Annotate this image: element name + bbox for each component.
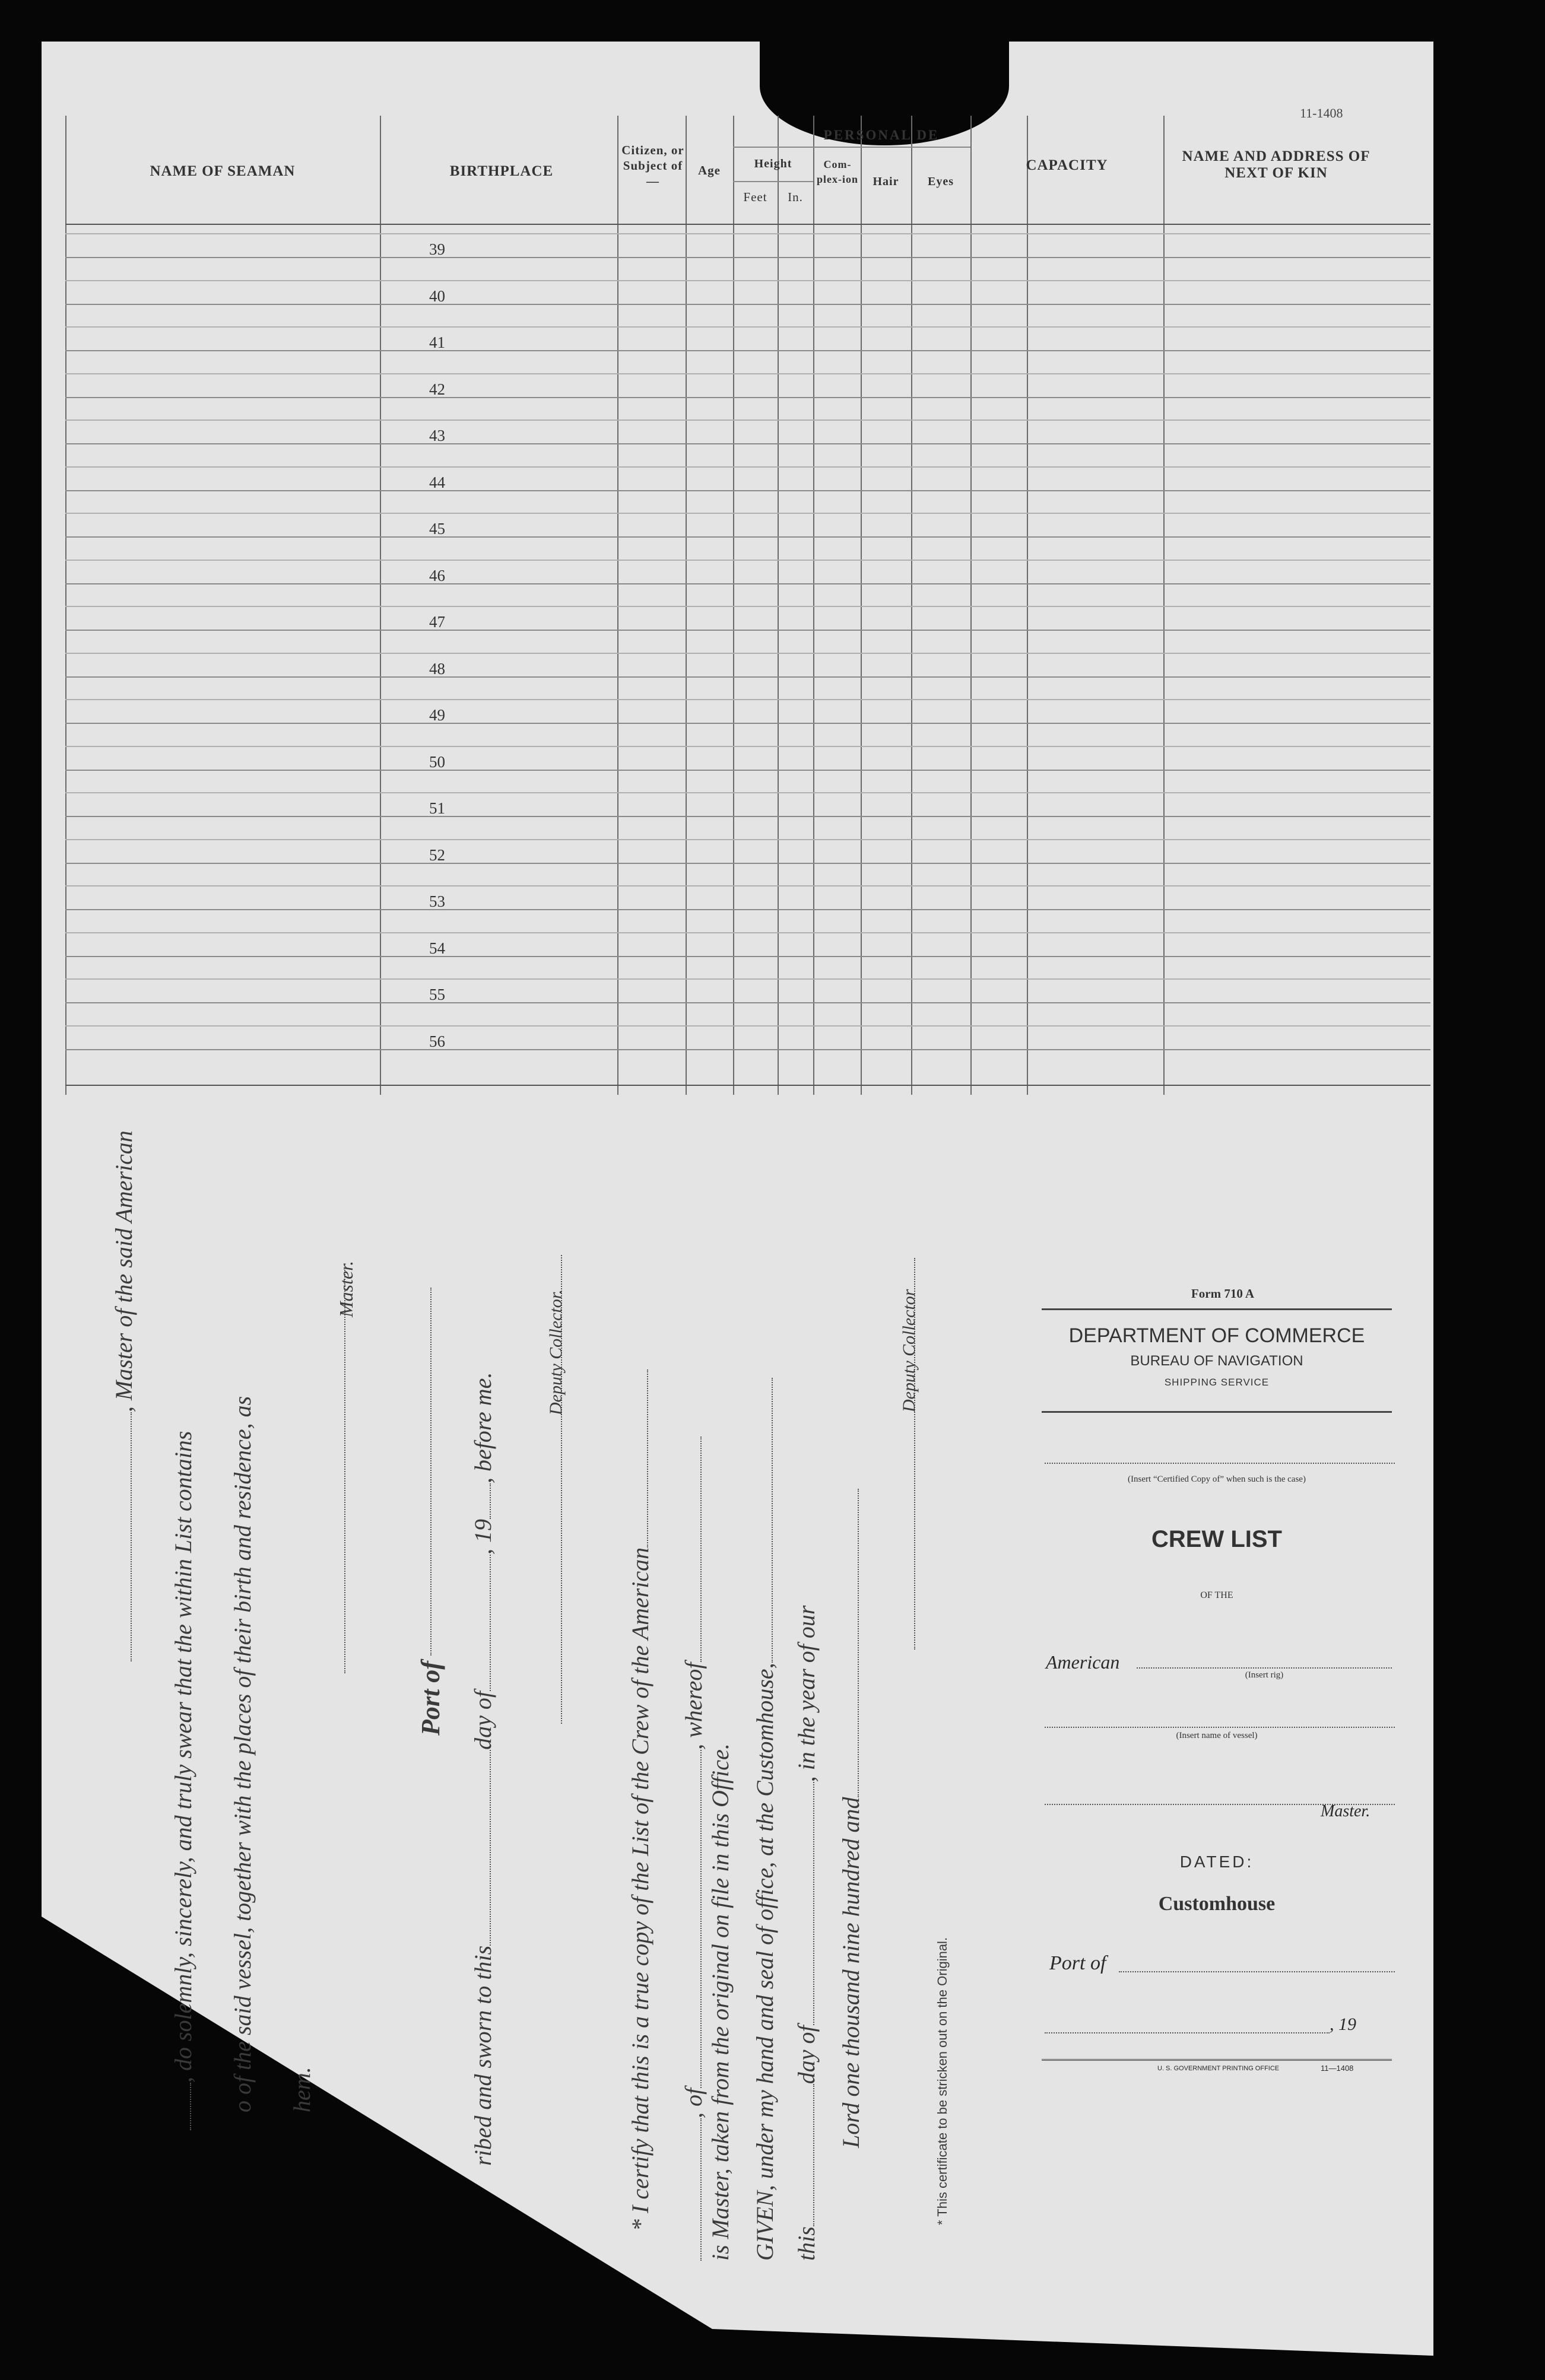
cert-line-1: * I certify that this is a true copy of the List of the Crew of the American: [626, 1369, 654, 2231]
date-line: [1045, 2032, 1330, 2033]
corner-form-number: 11-1408: [1300, 106, 1343, 120]
dated-label: DATED:: [1179, 1852, 1254, 1871]
table-row-subrule: [65, 885, 1430, 886]
cert-line-6: Lord one thousand nine hundred and: [837, 1489, 865, 2148]
shipping-service: SHIPPING SERVICE: [1164, 1377, 1270, 1388]
date-nineteen: , 19: [1330, 2014, 1356, 2034]
row-number: 46: [429, 566, 445, 584]
header-eyes: Eyes: [928, 175, 954, 188]
header-name-of-seaman: NAME OF SEAMAN: [150, 163, 296, 179]
table-row-subrule: [65, 746, 1430, 747]
row-number: 48: [429, 659, 445, 678]
insert-vessel-note: (Insert name of vessel): [1176, 1731, 1258, 1740]
row-number: 50: [429, 752, 445, 771]
vessel-name-line: [1045, 1727, 1395, 1728]
table-row-subrule: [65, 653, 1430, 654]
header-height: Height: [754, 157, 792, 170]
table-row-subrule: [65, 560, 1430, 561]
customhouse-label: Customhouse: [1158, 1893, 1276, 1915]
header-inches: In.: [788, 190, 803, 204]
port-line: [1119, 1971, 1395, 1972]
table-row-subrule: [65, 932, 1430, 933]
row-number: 54: [429, 939, 445, 957]
table-row-rule: [65, 397, 1430, 398]
header-age: Age: [698, 163, 721, 177]
printer-credit: U. S. GOVERNMENT PRINTING OFFICE: [1157, 2065, 1280, 2072]
table-row-subrule: [65, 699, 1430, 700]
row-number: 43: [429, 427, 445, 444]
department-title: DEPARTMENT OF COMMERCE: [1068, 1324, 1365, 1347]
row-number: 40: [429, 287, 445, 305]
table-row-subrule: [65, 1025, 1430, 1027]
row-number: 49: [429, 706, 445, 724]
row-number: 39: [429, 240, 445, 258]
table-row-rule: [65, 956, 1430, 957]
certified-copy-line: [1045, 1463, 1395, 1464]
row-number: 45: [429, 520, 445, 538]
cert-line-4: GIVEN, under my hand and seal of office, at the Customhouse,: [751, 1378, 779, 2261]
master-label: Master.: [1321, 1802, 1370, 1820]
row-number: 52: [429, 846, 445, 864]
table-bottom-rule: [65, 1085, 1430, 1086]
row-number: 41: [429, 333, 445, 351]
row-number: 44: [429, 473, 445, 491]
header-feet: Feet: [743, 190, 767, 204]
crew-list-title: CREW LIST: [1151, 1526, 1282, 1552]
table-row-rule: [65, 676, 1430, 678]
deputy-collector-label-2: Deputy Collector: [899, 1289, 919, 1412]
bureau-title: BUREAU OF NAVIGATION: [1130, 1353, 1303, 1369]
oath-port-line: [410, 1288, 437, 1655]
oath-line-vessel: o of the said vessel, together with the places of their birth and residence, as: [229, 1396, 256, 2112]
header-capacity: CAPACITY: [1026, 157, 1108, 173]
table-row-rule: [65, 816, 1430, 817]
american-label: American: [1046, 1651, 1120, 1673]
table-row-rule: [65, 443, 1430, 444]
header-birthplace: BIRTHPLACE: [449, 163, 554, 179]
table-row-rule: [65, 1049, 1430, 1050]
table-row-rule: [65, 304, 1430, 305]
cover-bottom-rule: [1042, 2059, 1392, 2061]
form-number: Form 710 A: [1191, 1286, 1255, 1301]
header-hair: Hair: [873, 175, 899, 188]
oath-master-signature: [323, 1270, 351, 1673]
deputy-collector-label-1: Deputy Collector.: [546, 1289, 566, 1415]
table-row-rule: [65, 536, 1430, 538]
cert-line-3: is Master, taken from the original on file in this Office.: [707, 1743, 734, 2261]
row-number: 53: [429, 892, 445, 910]
table-row-subrule: [65, 792, 1430, 793]
table-row-subrule: [65, 420, 1430, 421]
insert-rig-note: (Insert rig): [1245, 1670, 1284, 1680]
cert-line-2: , of, whereof: [680, 1437, 708, 2261]
table-row-subrule: [65, 280, 1430, 281]
table-row-rule: [65, 723, 1430, 724]
oath-subscribed-sworn: ribed and sworn to thisday of, 19, before me.: [469, 1372, 496, 2166]
row-number: 42: [429, 380, 445, 398]
table-row-rule: [65, 257, 1430, 258]
table-row-rule: [65, 770, 1430, 771]
row-number: 51: [429, 799, 445, 817]
oath-master-label: Master.: [335, 1260, 357, 1317]
table-row-rule: [65, 350, 1430, 351]
header-citizen: Citizen, or Subject of—: [621, 143, 684, 188]
table-row-rule: [65, 630, 1430, 631]
oath-line-them: hem.: [288, 2067, 315, 2112]
table-row-subrule: [65, 513, 1430, 514]
table-row-subrule: [65, 233, 1430, 234]
insert-certified-note: (Insert “Certified Copy of” when such is the case): [1128, 1475, 1306, 1484]
table-row-subrule: [65, 839, 1430, 840]
table-row-subrule: [65, 978, 1430, 980]
row-number: 55: [429, 986, 445, 1003]
table-row-rule: [65, 583, 1430, 584]
table-row-rule: [65, 863, 1430, 864]
table-row-subrule: [65, 606, 1430, 607]
crew-table: [65, 116, 1430, 1095]
header-personal-description: PERSONAL DE: [823, 128, 940, 142]
printer-number: 11—1408: [1321, 2064, 1354, 2073]
cert-footnote: * This certificate to be stricken out on the Original.: [935, 1937, 950, 2225]
table-row-subrule: [65, 373, 1430, 374]
cert-line-5: thisday of, in the year of our: [793, 1605, 820, 2261]
rig-line: [1137, 1667, 1392, 1669]
oath-line-solemnly: , do solemnly, sincerely, and truly swear that the within List contains: [169, 1431, 197, 2130]
table-row-subrule: [65, 466, 1430, 468]
header-complexion: Com-plex-ion: [816, 158, 858, 185]
of-the-label: OF THE: [1200, 1590, 1233, 1600]
table-row-rule: [65, 490, 1430, 491]
row-number: 56: [429, 1032, 445, 1050]
row-number: 47: [429, 613, 445, 631]
table-row-subrule: [65, 326, 1430, 328]
table-row-rule: [65, 909, 1430, 910]
oath-line-master-american: , Master of the said American: [110, 1130, 138, 1661]
header-next-of-kin: NAME AND ADDRESS OF NEXT OF KIN: [1182, 148, 1370, 181]
port-of-label: Port of: [1049, 1952, 1106, 1974]
table-row-rule: [65, 1002, 1430, 1003]
oath-port-of: Port of: [416, 1661, 445, 1736]
